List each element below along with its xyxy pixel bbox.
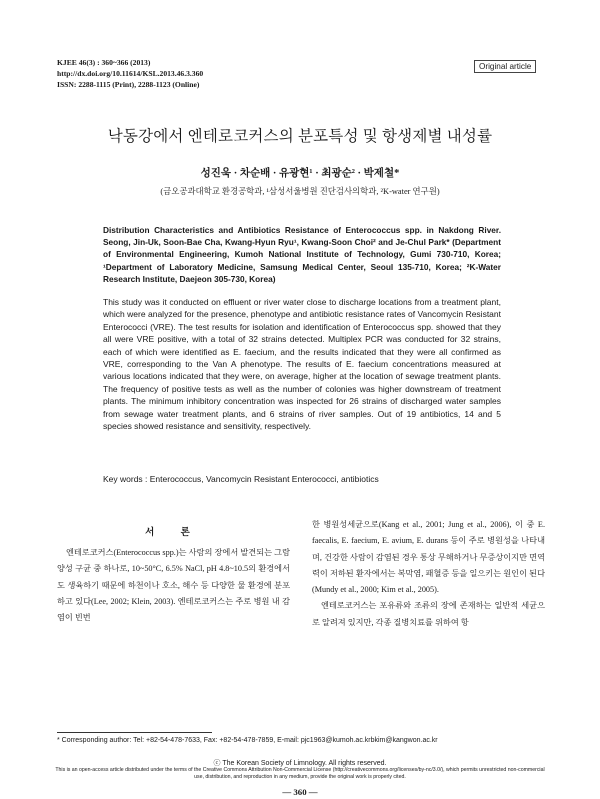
footnote-divider bbox=[57, 732, 212, 733]
keywords-line: Key words : Enterococcus, Vancomycin Resistant Enterococci, antibiotics bbox=[103, 474, 379, 484]
right-column bbox=[312, 517, 545, 631]
copyright-line: ⓒ The Korean Society of Limnology. All rights reserved. bbox=[213, 760, 387, 767]
right-column-paragraph-2: 엔테로코커스는 포유류와 조류의 장에 존재하는 일반적 세균으로 알려져 있지만, 각종 질병치료를 위하여 항 bbox=[312, 601, 545, 627]
doi-link[interactable]: http://dx.doi.org/10.11614/KSL.2013.46.3.360 bbox=[57, 69, 204, 78]
page-number: — 360 — bbox=[282, 787, 318, 797]
section-heading: 서 론 bbox=[145, 528, 202, 538]
journal-header bbox=[57, 57, 203, 90]
journal-citation: KJEE 46(3) : 360~366 (2013) bbox=[57, 58, 151, 67]
article-type-badge: Original article bbox=[474, 60, 536, 73]
license-text: This is an open-access article distributed under the terms of the Creative Commons Attribution Non-Commercial License (http://creativecommons.org/licenses/by-nc/3.0/), which permits unrestricted non-commercial use, distribution, and reproduction in any medium, provide the original work is properly cited. bbox=[55, 767, 545, 781]
page-title: 낙동강에서 엔테로코커스의 분포특성 및 항생제별 내성률 bbox=[107, 128, 493, 145]
right-column-paragraph-1: 한 병원성세균으로(Kang et al., 2001; Jung et al., 2006), 이 중 E. faecalis, E. faecium, E. avium, E. durans 등이 주로 병원성을 나타내며, 건강한 사람이 감염된 경우 통상 무해하거나 무증상이지만 면역력이 저하된 환자에서는 복막염, 패혈증 등을 일으키는 원인이 된다(Mundy et al., 2000; Kim et al., 2005). bbox=[312, 520, 545, 595]
affiliation-line: (금오공과대학교 환경공학과, ¹삼성서울병원 진단검사의학과, ²K-water 연구원) bbox=[160, 187, 440, 196]
corresponding-author-footnote: * Corresponding author: Tel: +82-54-478-7633, Fax: +82-54-478-7859, E-mail: pjc1963@kumoh.ac.krbkim@kangwon.ac.kr bbox=[57, 737, 438, 744]
issn-line: ISSN: 2288-1115 (Print), 2288-1123 (Online) bbox=[57, 80, 200, 89]
abstract-text: This study was it conducted on effluent or river water close to discharge locations from a treatment plant, which were analyzed for the presence, phenotype and antibiotic resistance rates of Vancomycin Resistant Enterococci (VRE). The test results for isolation and identification of Enterococcus spp. showed that they all were VRE positive, with a total of 32 strains detected. Multiplex PCR was conducted for 32 strains, each of which were identified as E. faecium, and the results indicated that they were all confirmed as VRE, corresponding to the Van A phenotype. The results of E. faecium concentrations measured at various locations indicated that they were, on average, higher at the location of sewage treatment plants. The frequency of positive tests as well as the number of colonies was higher downstream of treatment plants. The minimum inhibitory concentration was inspected for 26 strains of discharged water samples from sewage water treatment plants, and 6 strains of river samples. Out of 19 antibiotics, 14 and 5 species showed resistance and sensitivity, respectively. bbox=[103, 297, 501, 432]
left-column-text: 엔테로코커스(Enterococcus spp.)는 사람의 장에서 발견되는 그람양성 구균 중 하나로, 10~50°C, 6.5% NaCl, pH 4.8~10.5의 환경에서도 생육하기 때문에 하천이나 호소, 해수 등 다양한 물 환경에 분포하고 있다(Lee, 2002; Klein, 2003). 엔테로코커스는 주로 병원 내 감염이 빈번 bbox=[57, 548, 290, 623]
author-list: 성진욱 · 차순배 · 유광현¹ · 최광순² · 박제철* bbox=[200, 168, 400, 179]
english-title-block: Distribution Characteristics and Antibiotics Resistance of Enterococcus spp. in Nakdong River. Seong, Jin-Uk, Soon-Bae Cha, Kwang-Hyun Ryu¹, Kwang-Soon Choi² and Je-Chul Park* (Department of Environmental Engineering, Kumoh National Institute of Technology, Gumi 730-710, Korea; ¹Department of Laboratory Medicine, Samsung Medical Center, Seoul 135-710, Korea; ²K-Water Research Institute, Daejeon 305-730, Korea) bbox=[103, 225, 501, 284]
